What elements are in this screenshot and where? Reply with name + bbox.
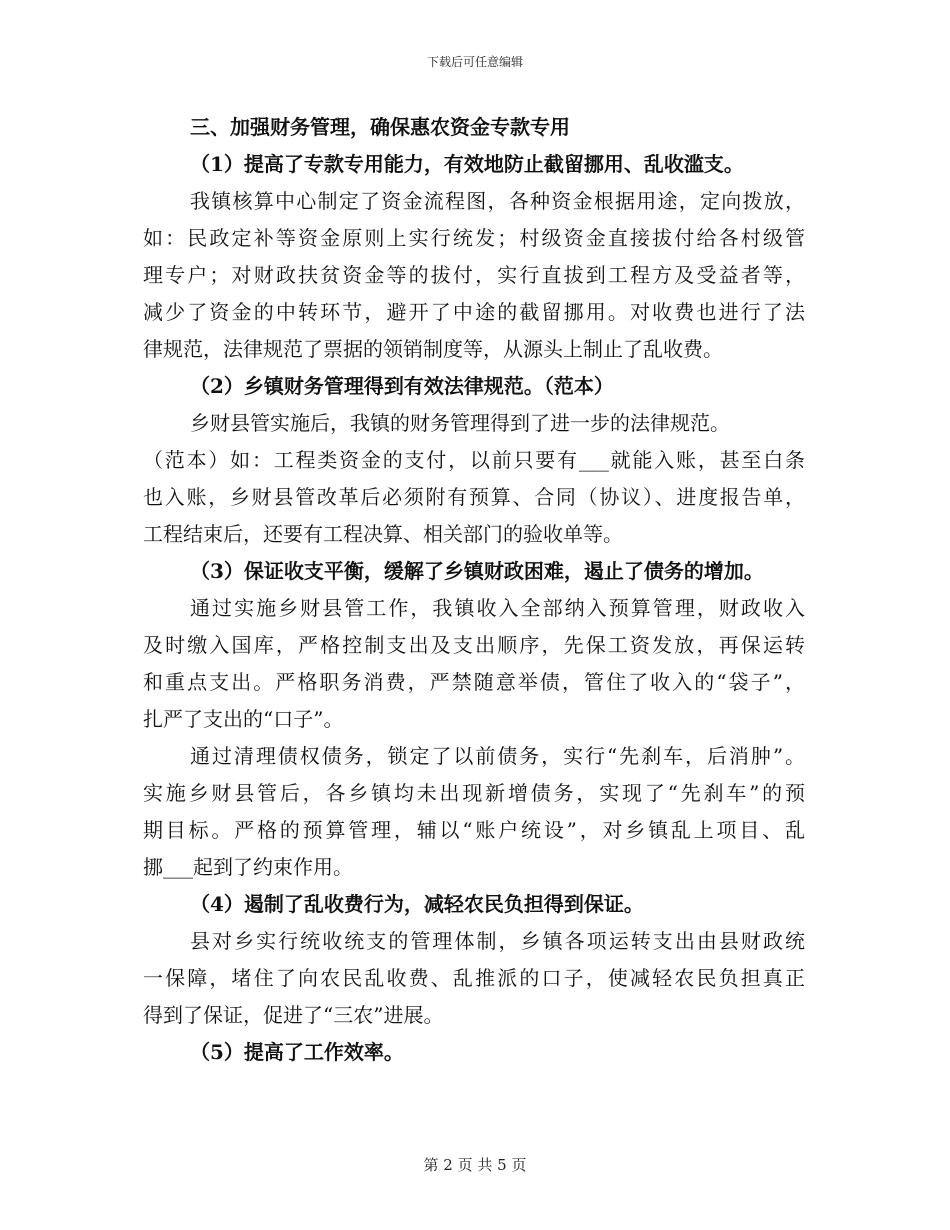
paragraph-line: 得到了保证，促进了“三农”进展。 bbox=[143, 1003, 444, 1027]
page-number: 第 2 页 共 5 页 bbox=[423, 1156, 527, 1174]
paragraph-line: 通过清理债权债务，锁定了以前债务，实行“先刹车，后消肿”。 bbox=[190, 744, 805, 768]
subsection-heading-3: （3）保证收支平衡，缓解了乡镇财政困难，遏止了债务的增加。 bbox=[190, 559, 764, 583]
paragraph-line: 通过实施乡财县管工作，我镇收入全部纳入预算管理，财政收入 bbox=[190, 596, 805, 620]
paragraph-line: 期目标。严格的预算管理，辅以“账户统设”，对乡镇乱上项目、乱 bbox=[143, 818, 805, 842]
paragraph-line: 如：民政定补等资金原则上实行统发；村级资金直接拔付给各村级管 bbox=[143, 226, 805, 250]
paragraph-line: 工程结束后，还要有工程决算、相关部门的验收单等。 bbox=[143, 522, 623, 546]
subsection-heading-5: （5）提高了工作效率。 bbox=[190, 1040, 404, 1064]
paragraph bbox=[143, 405, 805, 553]
paragraph bbox=[143, 738, 805, 886]
paragraph bbox=[143, 923, 805, 1034]
paragraph-line: 扎严了支出的“口子”。 bbox=[143, 707, 344, 731]
subsection-heading-1: （1）提高了专款专用能力，有效地防止截留挪用、乱收滥支。 bbox=[190, 152, 744, 176]
paragraph-line: 实施乡财县管后，各乡镇均未出现新增债务，实现了“先刹车”的预 bbox=[143, 781, 805, 805]
paragraph-line: 我镇核算中心制定了资金流程图，各种资金根据用途，定向拨放， bbox=[190, 189, 805, 213]
paragraph-line: 律规范，法律规范了票据的领销制度等，从源头上制止了乱收费。 bbox=[143, 337, 723, 361]
paragraph-line: 县对乡实行统收统支的管理体制，乡镇各项运转支出由县财政统 bbox=[190, 929, 805, 953]
paragraph-line: 减少了资金的中转环节，避开了中途的截留挪用。对收费也进行了法 bbox=[143, 300, 805, 324]
paragraph-line: 及时缴入国库，严格控制支出及支出顺序，先保工资发放，再保运转 bbox=[143, 633, 805, 657]
subsection-heading-4: （4）遏制了乱收费行为，减轻农民负担得到保证。 bbox=[190, 892, 644, 916]
paragraph bbox=[143, 590, 805, 738]
paragraph-line: 乡财县管实施后，我镇的财务管理得到了进一步的法律规范。 bbox=[190, 411, 730, 435]
paragraph-line: 也入账，乡财县管改革后必须附有预算、合同（协议）、进度报告单， bbox=[143, 485, 805, 509]
page-header-note: 下载后可任意编辑 bbox=[426, 55, 523, 69]
paragraph-line: 理专户；对财政扶贫资金等的拔付，实行直拔到工程方及受益者等， bbox=[143, 263, 805, 287]
document-body bbox=[143, 109, 805, 1071]
subsection-heading-2: （2）乡镇财务管理得到有效法律规范。（范本） bbox=[190, 374, 614, 398]
paragraph bbox=[143, 183, 805, 368]
paragraph-line: 挪___起到了约束作用。 bbox=[143, 855, 353, 879]
paragraph-line: 一保障，堵住了向农民乱收费、乱推派的口子，使减轻农民负担真正 bbox=[143, 966, 805, 990]
paragraph-line: （范本）如：工程类资金的支付，以前只要有___就能入账，甚至白条 bbox=[143, 448, 805, 472]
paragraph-line: 和重点支出。严格职务消费，严禁随意举债，管住了收入的“袋子”， bbox=[143, 670, 805, 694]
section-heading: 三、加强财务管理，确保惠农资金专款专用 bbox=[190, 115, 570, 139]
